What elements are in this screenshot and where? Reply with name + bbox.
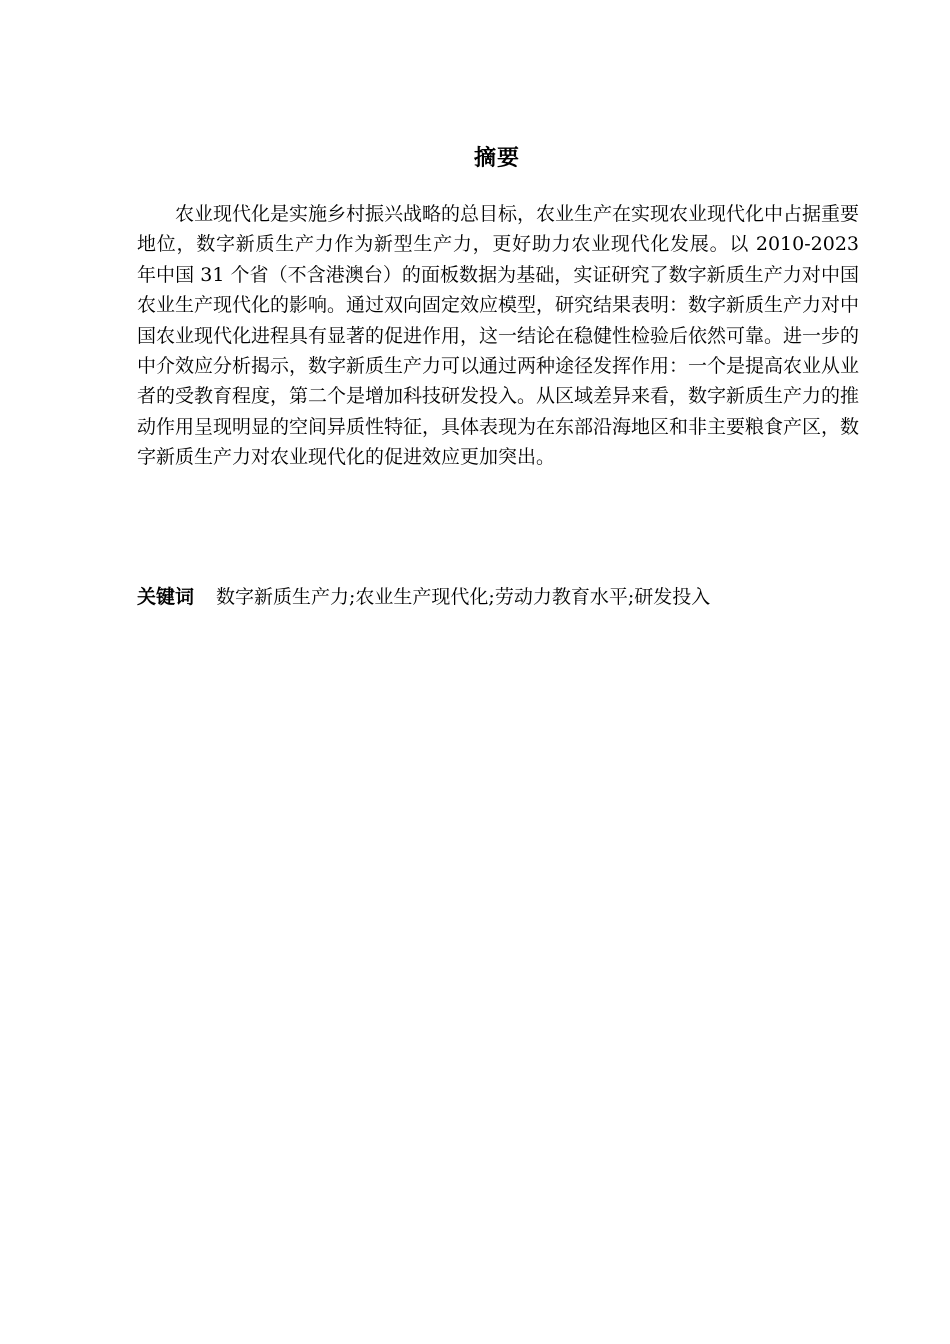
keywords-line [137,582,859,613]
abstract-body: 农业现代化是实施乡村振兴战略的总目标，农业生产在实现农业现代化中占据重要地位，数字新质生产力作为新型生产力，更好助力农业现代化发展。以 2010-2023 年中国 31 个省（不含港澳台）的面板数据为基础，实证研究了数字新质生产力对中国农业生产现代化的影响。通过双向固定效应模型，研究结果表明：数字新质生产力对中国农业现代化进程具有显著的促进作用，这一结论在稳健性检验后依然可靠。进一步的中介效应分析揭示，数字新质生产力可以通过两种途径发挥作用：一个是提高农业从业者的受教育程度，第二个是增加科技研发投入。从区域差异来看，数字新质生产力的推动作用呈现明显的空间异质性特征，具体表现为在东部沿海地区和非主要粮食产区，数字新质生产力对农业现代化的促进效应更加突出。 [137,203,860,469]
keywords-label: 关键词 [137,586,195,608]
abstract-title: 摘要 [473,146,520,171]
keywords-text: 数字新质生产力;农业生产现代化;劳动力教育水平;研发投入 [216,586,711,608]
